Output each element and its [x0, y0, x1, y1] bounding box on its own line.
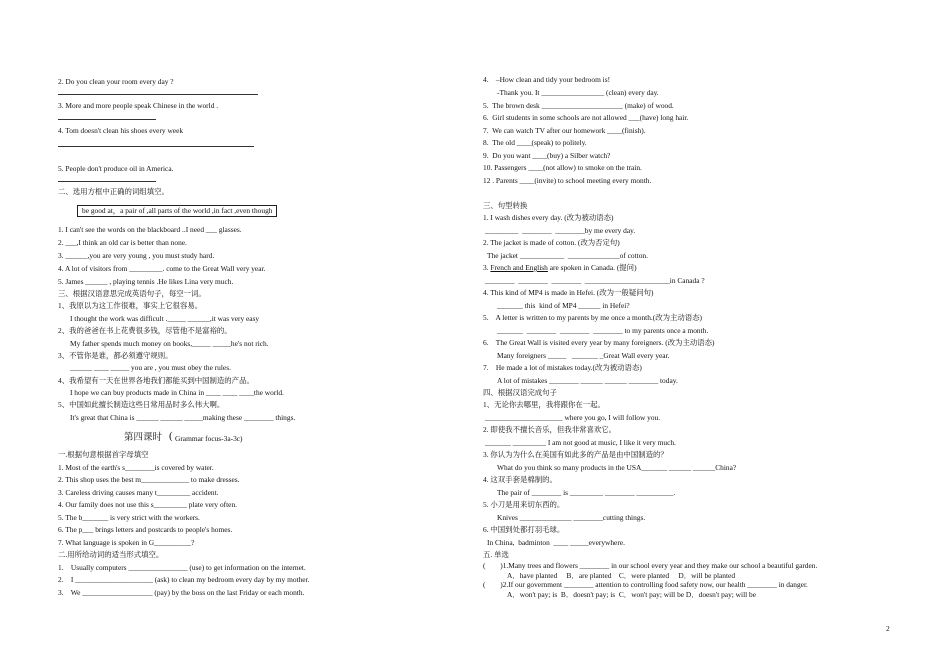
lesson-subtitle: Grammar focus-3a-3c): [175, 434, 243, 443]
lesson-title: 第四课时: [124, 433, 163, 443]
transform-2-answer: The jacket ____________ ______________of cotton.: [487, 251, 648, 260]
complete-1-cn: 1、无论你去哪里，我将跟你在一起。: [483, 400, 605, 409]
translate-3-cn: 3、不管你是谁，都必须遵守规则。: [58, 351, 173, 360]
grammar-1-item-1: 1. Most of the earth's s________is covered by water.: [58, 463, 214, 472]
grammar-2-item-3: 3. We ___________________ (pay) by the boss on the last Friday or each month.: [58, 588, 305, 597]
choice-2-options: A．won't pay; is B．doesn't pay; is C．won't pay; will be D．doesn't pay; will be: [507, 590, 756, 599]
translate-5-cn: 5、中国如此擅长制造这些日常用品时多么伟大啊。: [58, 400, 225, 409]
grammar-1-item-7: 7. What language is spoken in G__________?: [58, 538, 195, 547]
complete-4-en: The pair of ________ is _________ ________ __________.: [497, 488, 676, 497]
transform-5-answer: _______ ________ ________ ________ to my parents once a month.: [497, 326, 709, 335]
grammar-1-title: 一.根据句意根据首字母填空: [58, 450, 149, 459]
fill-item-2: 2. ___,I think an old car is better than none.: [58, 238, 187, 247]
grammar-1-item-5: 5. The b_______ is very strict with the workers.: [58, 513, 200, 522]
complete-3-cn: 3. 你认为为什么在美国有如此多的产品是由中国制造的？: [483, 450, 668, 459]
grammar-1-item-3: 3. Careless driving causes many t_________ accident.: [58, 488, 219, 497]
translate-3-en: ______ ____ _____ you are , you must obey the rules.: [70, 363, 231, 372]
transform-3-number: 3.: [483, 263, 491, 272]
complete-1-en: _____________________ where you go, I will follow you.: [485, 413, 661, 422]
fill-item-1: 1. I can't see the words on the blackboard ..I need ___ glasses.: [58, 225, 242, 234]
choice-section-title: 五. 单选: [483, 550, 509, 559]
transform-4-answer: _______ this kind of MP4 ______ in Hefei?: [497, 301, 630, 310]
verb-item-5: 5. The brown desk ______________________ (make) of wood.: [483, 101, 674, 110]
transform-3-answer: ________ ________ ________ _______________________in Canada ?: [485, 276, 705, 285]
translate-4-cn: 4、我希望有一天在世界各地我们都能买到中国制造的产品。: [58, 376, 254, 385]
transform-3-rest: are spoken in Canada. (提问): [547, 263, 637, 272]
complete-section-title: 四、根据汉语完成句子: [483, 388, 557, 397]
transform-2: 2. The jacket is made of cotton. (改为否定句): [483, 238, 620, 247]
complete-4-cn: 4. 这双手套是棉制的。: [483, 475, 557, 484]
section-2-title: 二、选用方框中正确的词组填空。: [58, 187, 169, 196]
translate-1-en: I thought the work was difficult ._____ ______,it was very easy: [70, 314, 260, 323]
grammar-1-item-2: 2. This shop uses the best m_____________ to make dresses.: [58, 475, 240, 484]
verb-item-6: 6. Girl students in some schools are not allowed ___(have) long hair.: [483, 113, 689, 122]
question-2: 2. Do you clean your room every day ?: [58, 77, 174, 86]
complete-5-en: Knives ______________ ________cutting things.: [497, 513, 646, 522]
transform-1: 1. I wash dishes every day. (改为被动语态): [483, 213, 614, 222]
fill-item-5: 5. James ______ , playing tennis .He likes Lina very much.: [58, 277, 234, 286]
transform-7: 7. He made a lot of mistakes today.(改为被动语态): [483, 363, 642, 372]
choice-2: ( )2.If our government ________ attention to controlling food safety now, our health ________ in danger.: [483, 580, 808, 589]
choice-1: ( )1.Many trees and flowers ________ in our school every year and they make our school a beautiful garden.: [483, 561, 818, 570]
grammar-2-item-2: 2. I _____________________ (ask) to clean my bedroom every day by my mother.: [58, 575, 310, 584]
verb-item-12: 12 . Parents ____(invite) to school meeting every month.: [483, 176, 652, 185]
complete-6-cn: 6. 中国到处都打羽毛球。: [483, 525, 565, 534]
answer-line: [58, 181, 156, 182]
page-number: 2: [886, 624, 890, 633]
grammar-1-item-6: 6. The p___ brings letters and postcards to people's homes.: [58, 525, 233, 534]
question-5: 5. People don't produce oil in America.: [58, 164, 174, 173]
transform-6: 6. The Great Wall is visited every year by many foreigners. (改为主动语态): [483, 338, 715, 347]
verb-item-10: 10. Passengers ____(not allow) to smoke on the train.: [483, 163, 642, 172]
fill-item-3: 3. ______,you are very young , you must study hard.: [58, 251, 215, 260]
question-3: 3. More and more people speak Chinese in the world .: [58, 101, 219, 110]
translate-2-en: My father spends much money on books,_____ _____he's not rich.: [70, 339, 269, 348]
translate-1-cn: 1、我原以为这工作很难，事实上它很容易。: [58, 301, 203, 310]
complete-2-cn: 2. 即使我不擅长音乐，但我非常喜欢它。: [483, 425, 617, 434]
verb-item-8: 8. The old ____(speak) to politely.: [483, 138, 587, 147]
grammar-2-title: 二.用所给动词的适当形式填空。: [58, 550, 164, 559]
transform-4: 4. This kind of MP4 is made in Hefei. (改为一般疑问句): [483, 288, 654, 297]
verb-item-4-reply: -Thank you. It _________________ (clean) every day.: [497, 88, 659, 97]
complete-6-en: In China, badminton ____ _____everywhere.: [487, 538, 625, 547]
answer-line: [58, 94, 258, 95]
transform-7-answer: A lot of mistakes ________ ______ ______ ________ today.: [497, 376, 678, 385]
section-3-title: 三、根据汉语意思完成英语句子，每空一词。: [58, 289, 206, 298]
grammar-2-item-1: 1. Usually computers ________________ (use) to get information on the internet.: [58, 563, 306, 572]
lesson-paren: (: [169, 430, 173, 442]
translate-4-en: I hope we can buy products made in China in ____ ____ ____the world.: [70, 388, 284, 397]
transform-3-underlined: French and English: [490, 263, 548, 272]
verb-item-7: 7. We can watch TV after our homework ____(finish).: [483, 126, 646, 135]
complete-5-cn: 5. 小刀是用来切东西的。: [483, 500, 565, 509]
transform-3: [483, 263, 637, 272]
answer-line: [58, 119, 156, 120]
word-box: be good at，a pair of ,all parts of the world ,in fact ,even though: [77, 205, 277, 217]
question-4: 4. Tom doesn't clean his shoes every week: [58, 126, 184, 135]
grammar-1-item-4: 4. Our family does not use this s_________ plate very often.: [58, 500, 237, 509]
translate-5-en: It's great that China is ______ ______ _____making these ________ things.: [70, 413, 296, 422]
transform-5: 5. A letter is written to my parents by me once a month.(改为主动语态): [483, 313, 703, 322]
translate-2-cn: 2、我的爸爸在书上花费很多钱，尽管他不是富裕的。: [58, 326, 232, 335]
answer-line: [58, 146, 254, 147]
complete-2-en: _______ _________ I am not good at music, I like it very much.: [485, 438, 676, 447]
transform-1-answer: _________ ________ ________by me every day.: [485, 226, 636, 235]
transform-6-answer: Many foreigners _____ _______ _Great Wall every year.: [497, 351, 670, 360]
choice-1-options: A．have planted B．are planted C．were planted D．will be planted: [507, 571, 736, 580]
complete-3-en: What do you think so many products in the USA_______ ______ ______China?: [497, 463, 737, 472]
fill-item-4: 4. A lot of visitors from _________. come to the Great Wall very year.: [58, 264, 266, 273]
verb-item-9: 9. Do you want ____(buy) a Silber watch?: [483, 151, 611, 160]
verb-item-4: 4. –How clean and tidy your bedroom is!: [483, 75, 611, 84]
transform-section-title: 三、句型转换: [483, 201, 528, 210]
